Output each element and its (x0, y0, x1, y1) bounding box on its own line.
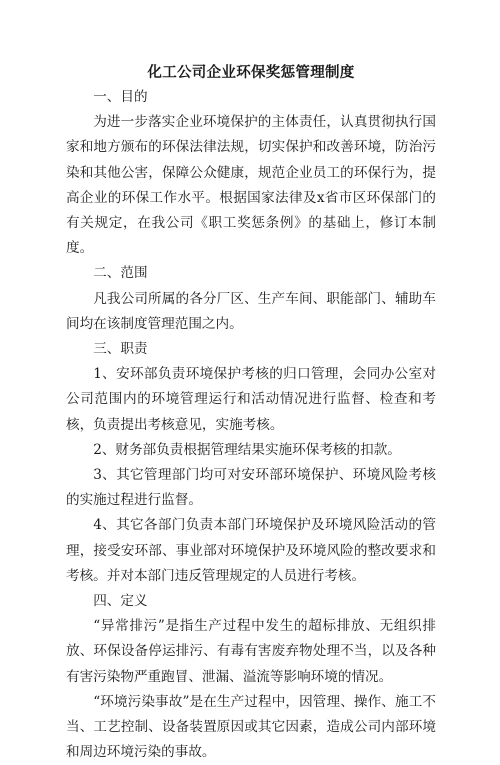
duty-item-1: 1、安环部负责环境保护考核的归口管理，会同办公室对公司范围内的环境管理运行和活动情况进行监督、检查和考核，负责提出考核意见，实施考核。 (66, 366, 436, 433)
purpose-paragraph: 为进一步落实企业环境保护的主体责任，认真贯彻执行国家和地方颁布的环保法律法规，切实保护和改善环境，防治污染和其他公害，保障公众健康，规范企业员工的环保行为，提高企业的环保工作水平。根据国家法律及x省市区环保部门的有关规定，在我公司《职工奖惩条例》的基础上，修订本制度。 (66, 114, 436, 257)
section-purpose (66, 85, 436, 261)
section-heading-duties: 三、职责 (93, 341, 148, 358)
document-page (66, 62, 436, 765)
section-heading-purpose: 一、目的 (93, 89, 148, 105)
duty-item-4: 4、其它各部门负责本部门环境保护及环境风险活动的管理，接受安环部、事业部对环境保护及环境风险的整改要求和考核。并对本部门违反管理规定的人员进行考核。 (66, 517, 436, 584)
section-definitions (66, 589, 436, 765)
section-scope (66, 261, 436, 337)
document-title: 化工公司企业环保奖惩管理制度 (147, 64, 355, 81)
scope-paragraph: 凡我公司所属的各分厂区、生产车间、职能部门、辅助车间均在该制度管理范围之内。 (66, 290, 436, 332)
duty-item-3: 3、其它管理部门均可对安环部环境保护、环境风险考核的实施过程进行监督。 (66, 467, 436, 509)
section-heading-scope: 二、范围 (93, 265, 148, 282)
duty-item-2: 2、财务部负责根据管理结果实施环保考核的扣款。 (93, 441, 401, 458)
section-heading-definitions: 四、定义 (93, 593, 148, 610)
section-duties (66, 337, 436, 589)
definition-pollution-accident: “环境污染事故”是在生产过程中，因管理、操作、施工不当、工艺控制、设备装置原因或其它因素，造成公司内部环境和周边环境污染的事故。 (66, 693, 436, 761)
definition-abnormal-discharge: “异常排污”是指生产过程中发生的超标排放、无组织排放、环保设备停运排污、有毒有害废弃物处理不当，以及各种有害污染物严重跑冒、泄漏、溢流等影响环境的情况。 (66, 618, 436, 685)
